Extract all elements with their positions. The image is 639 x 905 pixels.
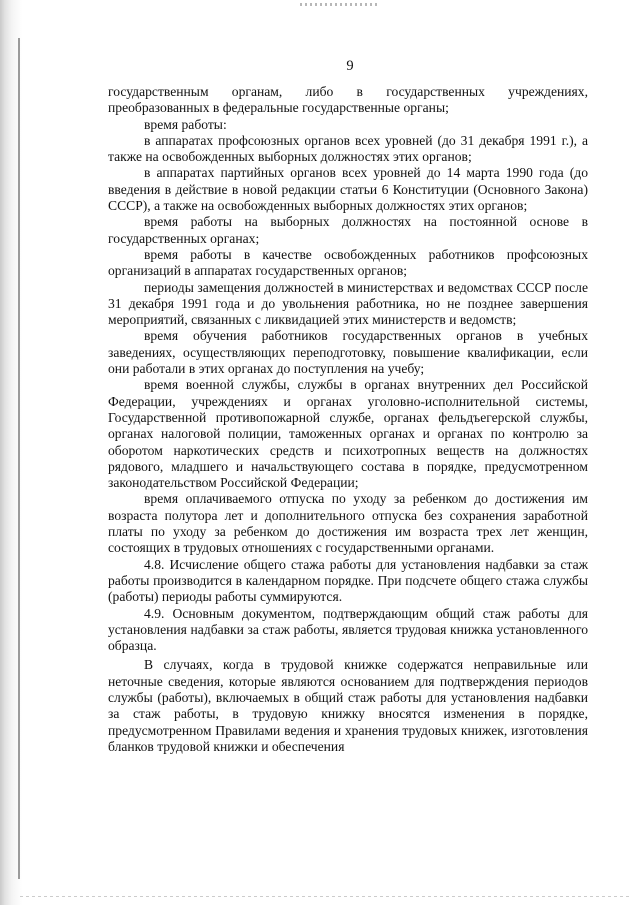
paragraph: время военной службы, службы в органах внутренних дел Российской Федерации, учреждениях и органах уголовно-исполнительной системы, Государственной противопожарной службе, органах фельдъегерской службы, органах налоговой полиции, таможенных органах и органах по контролю за оборотом наркотических средств и психотропных веществ на должностях рядового, младшего и начальствующего состава в порядке, предусмотренном законодательством Российской Федерации; xyxy=(108,377,588,491)
paragraph: время работы на выборных должностях на постоянной основе в государственных органах; xyxy=(108,214,588,246)
paragraph-continuation: государственным органам, либо в государственных учреждениях, преобразованных в федеральные государственные органы; xyxy=(108,84,588,116)
paragraph: время оплачиваемого отпуска по уходу за ребенком до достижения им возраста полутора лет и дополнительного отпуска без сохранения заработной платы по уходу за ребенком до достижения им возраста трех лет женщин, состоящих в трудовых отношениях с государственными органами. xyxy=(108,491,588,556)
paragraph: время работы: xyxy=(144,116,227,132)
section-4-9: 4.9. Основным документом, подтверждающим общий стаж работы для установления надбавки за стаж работы, является трудовая книжка установленного образца. xyxy=(108,605,588,654)
page-number: 9 xyxy=(346,58,354,74)
section-4-8: 4.8. Исчисление общего стажа работы для установления надбавки за стаж работы производится в календарном порядке. При подсчете общего стажа службы (работы) периоды работы суммируются. xyxy=(108,556,588,605)
scan-binding-line xyxy=(18,38,20,879)
scan-bottom-mark xyxy=(20,896,629,897)
paragraph: время работы в качестве освобожденных работников профсоюзных организаций в аппаратах государственных органов; xyxy=(108,246,588,279)
scan-top-mark xyxy=(300,3,380,6)
paragraph: в аппаратах партийных органов всех уровней до 14 марта 1990 года (до введения в действие в новой редакции статьи 6 Конституции (Основного Закона) СССР), а также на освобожденных выборных должностях этих органов; xyxy=(108,165,588,214)
paragraph: в аппаратах профсоюзных органов всех уровней (до 31 декабря 1991 г.), а также на освобожденных выборных должностях этих органов; xyxy=(108,132,588,165)
paragraph: время обучения работников государственных органов в учебных заведениях, осуществляющих переподготовку, повышение квалификации, если они работали в этих органах до поступления на учебу; xyxy=(108,328,588,377)
paragraph: В случаях, когда в трудовой книжке содержатся неправильные или неточные сведения, которые являются основанием для подтверждения периодов службы (работы), включаемых в общий стаж работы для установления надбавки за стаж работы, в трудовую книжку вносятся изменения в порядке, предусмотренном Правилами ведения и хранения трудовых книжек, изготовления бланков трудовой книжки и обеспечения xyxy=(108,657,588,754)
document-body xyxy=(108,84,588,755)
paragraph: периоды замещения должностей в министерствах и ведомствах СССР после 31 декабря 1991 года и до увольнения работника, но не позднее завершения мероприятий, связанных с ликвидацией этих министерств и ведомств; xyxy=(108,279,588,328)
